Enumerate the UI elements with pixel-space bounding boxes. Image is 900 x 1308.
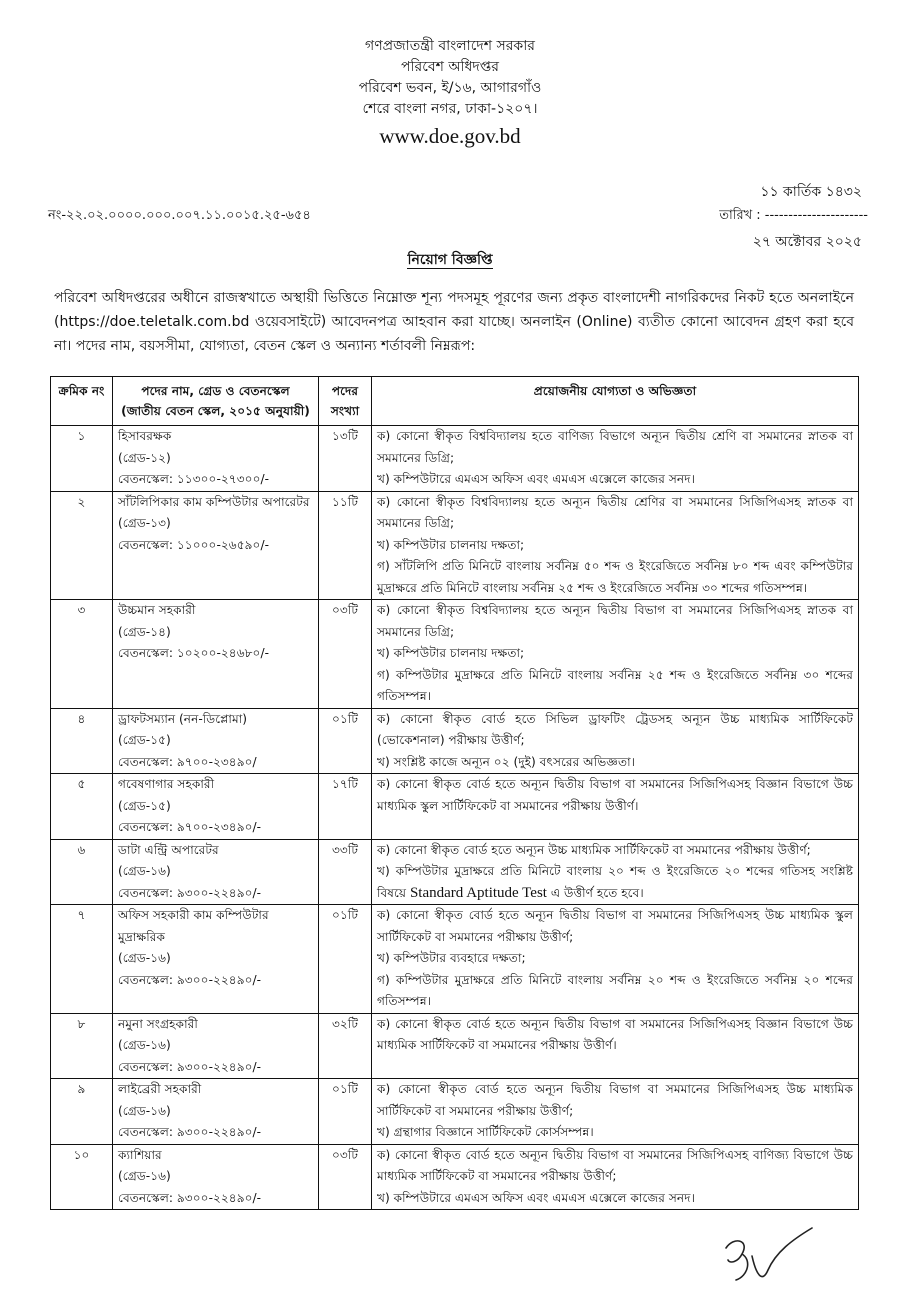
serial-cell: ৭ [51, 905, 113, 1014]
address-line-2: শেরে বাংলা নগর, ঢাকা-১২০৭। [362, 101, 538, 117]
qualification-cell [372, 600, 859, 709]
table-row [51, 426, 859, 492]
qualification-cell [372, 491, 859, 600]
serial-cell: ১০ [51, 1144, 113, 1210]
qualification-item: ক) কোনো স্বীকৃত বিশ্ববিদ্যালয় হতে বাণিজ্য বিভাগে অন্যূন দ্বিতীয় শ্রেণি বা সমমানের স্নাতক বা সমমানের ডিগ্রি; [377, 429, 853, 465]
qualification-item: খ) গ্রন্থাগার বিজ্ঞানে সার্টিফিকেট কোর্সসম্পন্ন। [377, 1125, 594, 1139]
date-bangla: ১১ কার্তিক ১৪৩২ [760, 184, 862, 200]
serial-cell: ২ [51, 491, 113, 600]
post-name: গবেষণাগার সহকারী [118, 777, 215, 791]
post-name: অফিস সহকারী কাম কম্পিউটার মুদ্রাক্ষরিক [118, 908, 269, 944]
post-cell [113, 1144, 319, 1210]
post-scale: বেতনস্কেল: ১১০০০-২৬৫৯০/- [118, 537, 269, 552]
qualification-cell [372, 708, 859, 774]
table-header-row [51, 377, 859, 426]
post-grade: (গ্রেড-১৩) [118, 516, 171, 530]
table-row [51, 600, 859, 709]
post-cell [113, 839, 319, 905]
serial-cell: ৪ [51, 708, 113, 774]
qualification-item: ক) কোনো স্বীকৃত বিশ্ববিদ্যালয় হতে অন্যূন দ্বিতীয় বিভাগ বা সমমানের সিজিপিএসহ স্নাতক বা সমমানের ডিগ্রি; [377, 603, 853, 639]
qualification-item: ক) কোনো স্বীকৃত বোর্ড হতে অন্যূন দ্বিতীয় বিভাগ বা সমমানের সিজিপিএসহ উচ্চ মাধ্যমিক সার্টিফিকেট বা সমমানের পরীক্ষায় উত্তীর্ণ; [377, 1082, 853, 1118]
post-cell [113, 905, 319, 1014]
post-grade: (গ্রেড-১৬) [118, 1038, 171, 1052]
count-cell: ০৩টি [319, 600, 372, 709]
department-name: পরিবেশ অধিদপ্তর [401, 59, 499, 75]
table-row [51, 774, 859, 840]
qualification-item: ক) কোনো স্বীকৃত বোর্ড হতে অন্যূন দ্বিতীয় বিভাগ বা সমমানের সিজিপিএসহ বাণিজ্য বিভাগে উচ্চ মাধ্যমিক সার্টিফিকেট বা সমমানের পরীক্ষায় উত্তীর্ণ; [377, 1147, 853, 1183]
post-grade: (গ্রেড-১৬) [118, 951, 171, 965]
date-english: ২৭ অক্টোবর ২০২৫ [752, 234, 862, 250]
post-grade: (গ্রেড-১২) [118, 450, 171, 465]
qualification-item [377, 861, 853, 904]
signature-mark [712, 1214, 822, 1294]
post-name: নমুনা সংগ্রহকারী [118, 1016, 198, 1031]
qualification-item: গ) কম্পিউটার মুদ্রাক্ষরে প্রতি মিনিটে বাংলায় সর্বনিম্ন ২০ শব্দ ও ইংরেজিতে সর্বনিম্ন ২০ শব্দের গতিসম্পন্ন। [377, 972, 853, 1008]
post-name: সাঁটলিপিকার কাম কম্পিউটার অপারেটর [118, 494, 310, 509]
post-grade: (গ্রেড-১৫) [118, 798, 171, 813]
website-link[interactable]: www.doe.gov.bd [379, 124, 521, 148]
serial-cell: ৮ [51, 1013, 113, 1079]
serial-cell: ১ [51, 426, 113, 492]
count-cell: ০১টি [319, 1079, 372, 1145]
header-post [113, 377, 319, 426]
qualification-text: খ) কম্পিউটার মুদ্রাক্ষরে প্রতি মিনিটে বাংলায় ২০ শব্দ ও ইংরেজিতে ২০ শব্দের গতিসহ সংশ্লিষ্ট বিষয়ে [377, 864, 853, 900]
qualification-item: খ) কম্পিউটার চালনায় দক্ষতা; [377, 537, 525, 552]
qualification-item: খ) কম্পিউটার ব্যবহারে দক্ষতা; [377, 951, 526, 965]
government-name: গণপ্রজাতন্ত্রী বাংলাদেশ সরকার [365, 38, 535, 54]
aptitude-test-name: Standard Aptitude Test [409, 884, 547, 901]
serial-cell: ৩ [51, 600, 113, 709]
notice-title [0, 248, 900, 272]
post-grade: (গ্রেড-১৬) [118, 864, 171, 878]
table-row [51, 905, 859, 1014]
qualification-text-end: এ উত্তীর্ণ হতে হবে। [550, 885, 644, 900]
post-name: লাইব্রেরী সহকারী [118, 1082, 202, 1096]
header-qualification: প্রয়োজনীয় যোগ্যতা ও অভিজ্ঞতা [372, 377, 859, 426]
table-row [51, 491, 859, 600]
post-name: হিসাবরক্ষক [118, 429, 172, 443]
count-cell: ৩২টি [319, 1013, 372, 1079]
post-cell [113, 774, 319, 840]
table-row [51, 708, 859, 774]
serial-cell: ৬ [51, 839, 113, 905]
qualification-item: খ) কম্পিউটারে এমএস অফিস এবং এমএস এক্সেলে কাজের সনদ। [377, 1190, 695, 1205]
qualification-item: ক) কোনো স্বীকৃত বিশ্ববিদ্যালয় হতে অন্যূন দ্বিতীয় শ্রেণির বা সমমানের সিজিপিএসহ স্নাতক বা সমমানের ডিগ্রি; [377, 494, 853, 530]
post-name: উচ্চমান সহকারী [118, 603, 196, 617]
qualification-item: ক) কোনো স্বীকৃত বোর্ড হতে সিভিল ড্রাফটিং ট্রেডসহ অন্যূন উচ্চ মাধ্যমিক সার্টিফিকেট (ভোকেশনাল) পরীক্ষায় উত্তীর্ণ; [377, 711, 853, 747]
post-grade: (গ্রেড-১৫) [118, 733, 171, 747]
post-scale: বেতনস্কেল: ৯৩০০-২২৪৯০/- [118, 972, 262, 987]
qualification-cell [372, 905, 859, 1014]
qualification-cell [372, 774, 859, 840]
header-count: পদের সংখ্যা [319, 377, 372, 426]
memo-number: নং-২২.০২.০০০০.০০০.০০৭.১১.০০১৫.২৫-৬৫৪ [48, 208, 311, 223]
qualification-item: ক) কোনো স্বীকৃত বোর্ড হতে অন্যূন দ্বিতীয় বিভাগ বা সমমানের সিজিপিএসহ বিজ্ঞান বিভাগে উচ্চ মাধ্যমিক সার্টিফিকেট বা সমমানের পরীক্ষায় উত্তীর্ণ। [377, 1016, 853, 1052]
count-cell: ১১টি [319, 491, 372, 600]
header-post-line2: (জাতীয় বেতন স্কেল, ২০১৫ অনুযায়ী) [121, 404, 310, 418]
qualification-cell [372, 426, 859, 492]
post-name: ক্যাশিয়ার [118, 1147, 162, 1162]
post-scale: বেতনস্কেল: ৯৩০০-২২৪৯০/- [118, 885, 262, 900]
qualification-item: গ) কম্পিউটার মুদ্রাক্ষরে প্রতি মিনিটে বাংলায় সর্বনিম্ন ২৫ শব্দ ও ইংরেজিতে সর্বনিম্ন ৩০ শব্দের গতিসম্পন্ন। [377, 667, 853, 703]
qualification-item: ক) কোনো স্বীকৃত বোর্ড হতে অন্যূন উচ্চ মাধ্যমিক সার্টিফিকেট বা সমমানের পরীক্ষায় উত্তীর্ণ; [377, 842, 811, 857]
post-grade: (গ্রেড-১৬) [118, 1103, 171, 1118]
qualification-cell [372, 1013, 859, 1079]
count-cell: ১৭টি [319, 774, 372, 840]
header-serial: ক্রমিক নং [51, 377, 113, 426]
post-scale: বেতনস্কেল: ৯৩০০-২২৪৯০/- [118, 1059, 262, 1074]
count-cell: ০১টি [319, 708, 372, 774]
letterhead [0, 36, 900, 150]
post-scale: বেতনস্কেল: ১১৩০০-২৭৩০০/- [118, 472, 269, 486]
qualification-item: গ) সাঁটলিপি প্রতি মিনিটে বাংলায় সর্বনিম্ন ৫০ শব্দ ও ইংরেজিতে সর্বনিম্ন ৮০ শব্দ এবং কম্পিউটার মুদ্রাক্ষরে প্রতি মিনিটে বাংলায় সর্বনিম্ন ২৫ শব্দ ও ইংরেজিতে সর্বনিম্ন ৩০ শব্দের গতিসম্পন্ন। [377, 559, 853, 595]
post-scale: বেতনস্কেল: ৯৭০০-২৩৪৯০/ [118, 754, 257, 769]
post-grade: (গ্রেড-১৬) [118, 1169, 171, 1183]
post-cell [113, 1079, 319, 1145]
post-scale: বেতনস্কেল: ৯৩০০-২২৪৯০/- [118, 1125, 262, 1139]
table-row [51, 1144, 859, 1210]
post-grade: (গ্রেড-১৪) [118, 624, 171, 639]
table-row [51, 1079, 859, 1145]
notice-title-text: নিয়োগ বিজ্ঞপ্তি [407, 252, 493, 268]
table-row [51, 1013, 859, 1079]
qualification-item: ক) কোনো স্বীকৃত বোর্ড হতে অন্যূন দ্বিতীয় বিভাগ বা সমমানের সিজিপিএসহ উচ্চ মাধ্যমিক স্কুল সার্টিফিকেট বা সমমানের পরীক্ষায় উত্তীর্ণ; [377, 908, 853, 944]
post-cell [113, 1013, 319, 1079]
qualification-cell [372, 1079, 859, 1145]
post-cell [113, 708, 319, 774]
count-cell: ১৩টি [319, 426, 372, 492]
table-row [51, 839, 859, 905]
post-name: ডাটা এন্ট্রি অপারেটর [118, 842, 219, 857]
post-cell [113, 491, 319, 600]
qualification-item: ক) কোনো স্বীকৃত বোর্ড হতে অন্যূন দ্বিতীয় বিভাগ বা সমমানের সিজিপিএসহ বিজ্ঞান বিভাগে উচ্চ মাধ্যমিক স্কুল সার্টিফিকেট বা সমমানের পরীক্ষায় উত্তীর্ণ। [377, 777, 853, 813]
qualification-cell [372, 839, 859, 905]
header-post-line1: পদের নাম, গ্রেড ও বেতনস্কেল [141, 384, 290, 398]
post-name: ড্রাফটসম্যান (নন-ডিপ্লোমা) [118, 711, 248, 726]
qualification-cell [372, 1144, 859, 1210]
qualification-item: খ) কম্পিউটারে এমএস অফিস এবং এমএস এক্সেলে কাজের সনদ। [377, 472, 695, 486]
intro-paragraph: পরিবেশ অধিদপ্তরের অধীনে রাজস্বখাতে অস্থায়ী ভিত্তিতে নিম্নোক্ত শূন্য পদসমূহ পূরণের জন্য প্রকৃত বাংলাদেশী নাগরিকদের নিকট হতে অনলাইনে (https://doe.teletalk.com.bd ওয়েবসাইটে) আবেদনপত্র আহবান করা যাচ্ছে। অনলাইন (Online) ব্যতীত কোনো আবেদন গ্রহণ করা হবে না। পদের নাম, বয়সসীমা, যোগ্যতা, বেতন স্কেল ও অন্যান্য শর্তাবলী নিম্নরূপ: [54, 290, 854, 354]
post-cell [113, 426, 319, 492]
post-scale: বেতনস্কেল: ১০২০০-২৪৬৮০/- [118, 646, 269, 660]
post-scale: বেতনস্কেল: ৯৩০০-২২৪৯০/- [118, 1190, 262, 1205]
count-cell: ০৩টি [319, 1144, 372, 1210]
post-scale: বেতনস্কেল: ৯৭০০-২৩৪৯০/- [118, 820, 262, 834]
date-label: তারিখ : ---------------------- [719, 208, 868, 223]
vacancy-table [50, 376, 859, 1210]
qualification-item: খ) সংশ্লিষ্ট কাজে অন্যূন ০২ (দুই) বৎসরের অভিজ্ঞতা। [377, 754, 635, 769]
count-cell: ৩৩টি [319, 839, 372, 905]
qualification-item: খ) কম্পিউটার চালনায় দক্ষতা; [377, 646, 525, 660]
address-line-1: পরিবেশ ভবন, ই/১৬, আগারগাঁও [358, 80, 542, 96]
post-cell [113, 600, 319, 709]
serial-cell: ৯ [51, 1079, 113, 1145]
serial-cell: ৫ [51, 774, 113, 840]
count-cell: ০১টি [319, 905, 372, 1014]
